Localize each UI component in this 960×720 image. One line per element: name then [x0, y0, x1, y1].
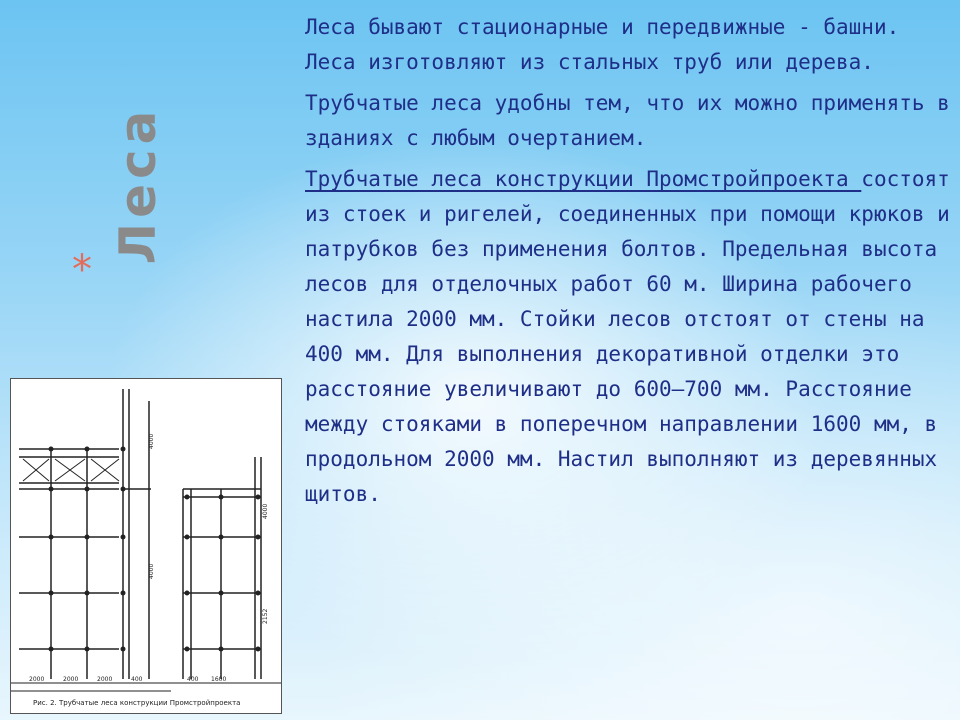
- scaffold-figure: [10, 378, 282, 714]
- dim-label: 2000: [29, 676, 45, 683]
- dim-label: 2000: [63, 676, 79, 683]
- text-body: [305, 10, 950, 518]
- dim-label: 1600: [211, 676, 227, 683]
- dim-label: 4000: [262, 503, 269, 519]
- paragraph-1: Леса бывают стационарные и передвижные - башни. Леса изготовляют из стальных труб или дерева.: [305, 15, 900, 74]
- scaffold-drawing: [11, 379, 281, 713]
- dim-label: 400: [131, 676, 143, 683]
- dim-label: 400: [187, 676, 199, 683]
- dim-label: 4000: [148, 433, 155, 449]
- promstroyproekt-link[interactable]: Трубчатые леса конструкции Промстройпроекта: [305, 167, 862, 191]
- dim-label: 2152: [262, 608, 269, 624]
- dim-label: 2000: [97, 676, 113, 683]
- paragraph-3-text: состоят из стоек и ригелей, соединенных при помощи крюков и патрубков без применения болтов. Предельная высота лесов для отделочных работ 60 м. Ширина рабочего настила 2000 мм. Стойки лесов отстоят от стены на 400 мм. Для выполнения декоративной отделки это расстояние увеличивают до 600—700 мм. Расстояние между стояками в поперечном направлении 1600 мм, в продольном 2000 мм. Настил выполняют из деревянных щитов.: [305, 167, 950, 506]
- slide-title: Леса: [109, 105, 167, 265]
- dim-label: 4000: [148, 563, 155, 579]
- paragraph-3: [305, 162, 950, 512]
- bullet-star-icon: *: [72, 247, 92, 293]
- slide-title-area: [20, 60, 210, 293]
- figure-caption: Рис. 2. Трубчатые леса конструкции Промстройпроекта: [33, 699, 241, 707]
- paragraph-2: Трубчатые леса удобны тем, что их можно применять в зданиях с любым очертанием.: [305, 91, 950, 150]
